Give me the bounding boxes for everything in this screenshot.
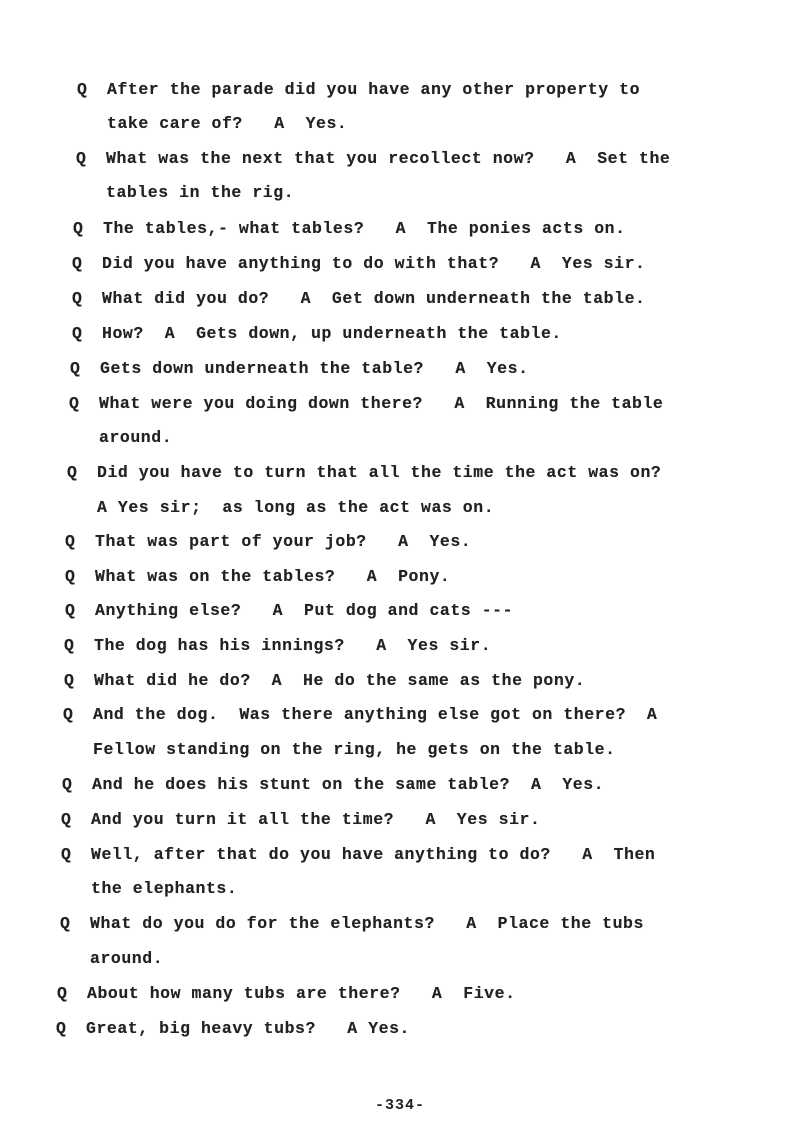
line-text: take care of? A Yes. — [107, 114, 348, 133]
continuation-line — [77, 114, 347, 134]
line-text: And you turn it all the time? A Yes sir. — [91, 810, 541, 829]
continuation-line — [60, 949, 163, 969]
line-text: And the dog. Was there anything else got on there? A — [93, 705, 658, 724]
question-marker: Q — [65, 567, 76, 586]
line-text: tables in the rig. — [106, 183, 295, 202]
question-line — [62, 775, 604, 795]
continuation-line — [63, 740, 616, 760]
question-line — [67, 463, 661, 483]
question-line — [72, 324, 562, 344]
question-marker: Q — [76, 149, 87, 168]
line-text: How? A Gets down, up underneath the table. — [102, 324, 562, 343]
question-marker: Q — [70, 359, 81, 378]
line-text: What did he do? A He do the same as the pony. — [94, 671, 586, 690]
question-marker: Q — [64, 636, 75, 655]
line-text: The dog has his innings? A Yes sir. — [94, 636, 492, 655]
line-text: About how many tubs are there? A Five. — [87, 984, 516, 1003]
question-line — [72, 289, 645, 309]
line-text: What was the next that you recollect now? A Set the — [106, 149, 671, 168]
continuation-line — [69, 428, 172, 448]
continuation-line — [76, 183, 294, 203]
line-text: Anything else? A Put dog and cats --- — [95, 601, 514, 620]
line-text: Did you have to turn that all the time the act was on? — [97, 463, 662, 482]
line-text: around. — [99, 428, 173, 447]
question-line — [70, 359, 529, 379]
question-line — [60, 914, 644, 934]
question-line — [64, 671, 585, 691]
question-marker: Q — [61, 810, 72, 829]
question-line — [65, 567, 450, 587]
line-text: What was on the tables? A Pony. — [95, 567, 451, 586]
question-marker: Q — [56, 1019, 67, 1038]
question-marker: Q — [65, 532, 76, 551]
continuation-line — [61, 879, 237, 899]
line-text: The tables,- what tables? A The ponies acts on. — [103, 219, 626, 238]
question-marker: Q — [64, 671, 75, 690]
question-line — [77, 80, 640, 100]
line-text: What were you doing down there? A Running the table — [99, 394, 664, 413]
question-line — [69, 394, 663, 414]
question-marker: Q — [72, 324, 83, 343]
question-marker: Q — [62, 775, 73, 794]
question-line — [61, 810, 540, 830]
question-line — [76, 149, 670, 169]
question-line — [63, 705, 657, 725]
question-marker: Q — [57, 984, 68, 1003]
continuation-line — [67, 498, 494, 518]
page-number: -334- — [374, 1097, 425, 1114]
question-marker: Q — [67, 463, 78, 482]
line-text: the elephants. — [91, 879, 238, 898]
line-text: Did you have anything to do with that? A Yes sir. — [102, 254, 646, 273]
question-marker: Q — [77, 80, 88, 99]
line-text: Well, after that do you have anything to do? A Then — [91, 845, 656, 864]
line-text: And he does his stunt on the same table? A Yes. — [92, 775, 605, 794]
line-text: Great, big heavy tubs? A Yes. — [86, 1019, 410, 1038]
line-text: Gets down underneath the table? A Yes. — [100, 359, 529, 378]
question-marker: Q — [69, 394, 80, 413]
question-marker: Q — [60, 914, 71, 933]
line-text: What did you do? A Get down underneath the table. — [102, 289, 646, 308]
question-line — [61, 845, 655, 865]
question-line — [57, 984, 516, 1004]
question-marker: Q — [63, 705, 74, 724]
question-marker: Q — [72, 289, 83, 308]
question-marker: Q — [65, 601, 76, 620]
line-text: What do you do for the elephants? A Place the tubs — [90, 914, 644, 933]
line-text: Fellow standing on the ring, he gets on the table. — [93, 740, 616, 759]
question-line — [64, 636, 491, 656]
line-text: That was part of your job? A Yes. — [95, 532, 472, 551]
question-line — [65, 601, 513, 621]
line-text: After the parade did you have any other property to — [107, 80, 641, 99]
question-marker: Q — [61, 845, 72, 864]
question-marker: Q — [73, 219, 84, 238]
question-line — [73, 219, 626, 239]
question-line — [72, 254, 645, 274]
question-line — [65, 532, 471, 552]
question-line — [56, 1019, 410, 1039]
question-marker: Q — [72, 254, 83, 273]
line-text: A Yes sir; as long as the act was on. — [97, 498, 495, 517]
line-text: around. — [90, 949, 164, 968]
